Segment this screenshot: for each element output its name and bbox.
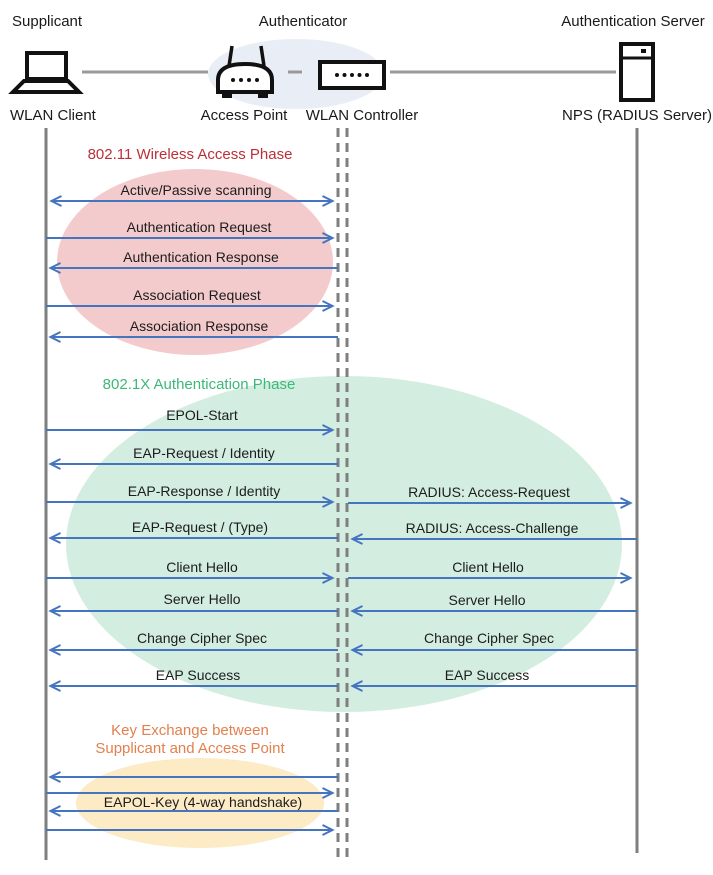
message-label-radius-access-request: RADIUS: Access-Request: [408, 484, 570, 500]
message-label-eap-request-identity: EAP-Request / Identity: [133, 445, 275, 461]
wlan-client-label: WLAN Client: [10, 107, 96, 124]
access-point-label: Access Point: [200, 107, 288, 124]
message-label-scanning: Active/Passive scanning: [120, 182, 272, 198]
message-label-assoc-response: Association Response: [129, 318, 269, 334]
phase3-title: [95, 722, 284, 758]
message-label-client-hello-right: Client Hello: [452, 559, 524, 575]
message-label-assoc-request: Association Request: [133, 287, 261, 303]
wlan-controller-label: WLAN Controller: [305, 107, 419, 124]
message-label-eapol-key: EAPOL-Key (4-way handshake): [103, 794, 303, 810]
message-label-eap-success-left: EAP Success: [155, 667, 241, 683]
phase2-ellipse: [66, 376, 622, 712]
laptop-icon: [13, 53, 79, 92]
message-label-change-cipher-right: Change Cipher Spec: [424, 630, 554, 646]
message-label-change-cipher-left: Change Cipher Spec: [137, 630, 267, 646]
message-label-auth-response: Authentication Response: [123, 249, 279, 265]
phase3-title-line2: Supplicant and Access Point: [95, 740, 285, 757]
wlan-controller-icon: [320, 62, 384, 88]
phase1-title: 802.11 Wireless Access Phase: [87, 146, 293, 163]
message-label-server-hello-left: Server Hello: [163, 591, 241, 607]
message-label-eap-response-identity: EAP-Response / Identity: [127, 483, 281, 499]
supplicant-role-label: Supplicant: [12, 13, 83, 30]
server-icon: [621, 44, 653, 100]
phase2-title: 802.1X Authentication Phase: [102, 376, 296, 393]
message-label-eap-request-type: EAP-Request / (Type): [131, 519, 269, 535]
message-label-client-hello-left: Client Hello: [166, 559, 238, 575]
message-label-auth-request: Authentication Request: [126, 219, 272, 235]
authenticator-role-label: Authenticator: [258, 13, 348, 30]
message-label-epol-start: EPOL-Start: [166, 407, 238, 423]
phase3-title-line1: Key Exchange between: [111, 722, 269, 739]
server-role-label: Authentication Server: [561, 13, 705, 30]
nps-label: NPS (RADIUS Server): [561, 107, 713, 124]
message-label-radius-access-challenge: RADIUS: Access-Challenge: [405, 520, 579, 536]
message-label-server-hello-right: Server Hello: [448, 592, 526, 608]
message-label-eap-success-right: EAP Success: [444, 667, 530, 683]
